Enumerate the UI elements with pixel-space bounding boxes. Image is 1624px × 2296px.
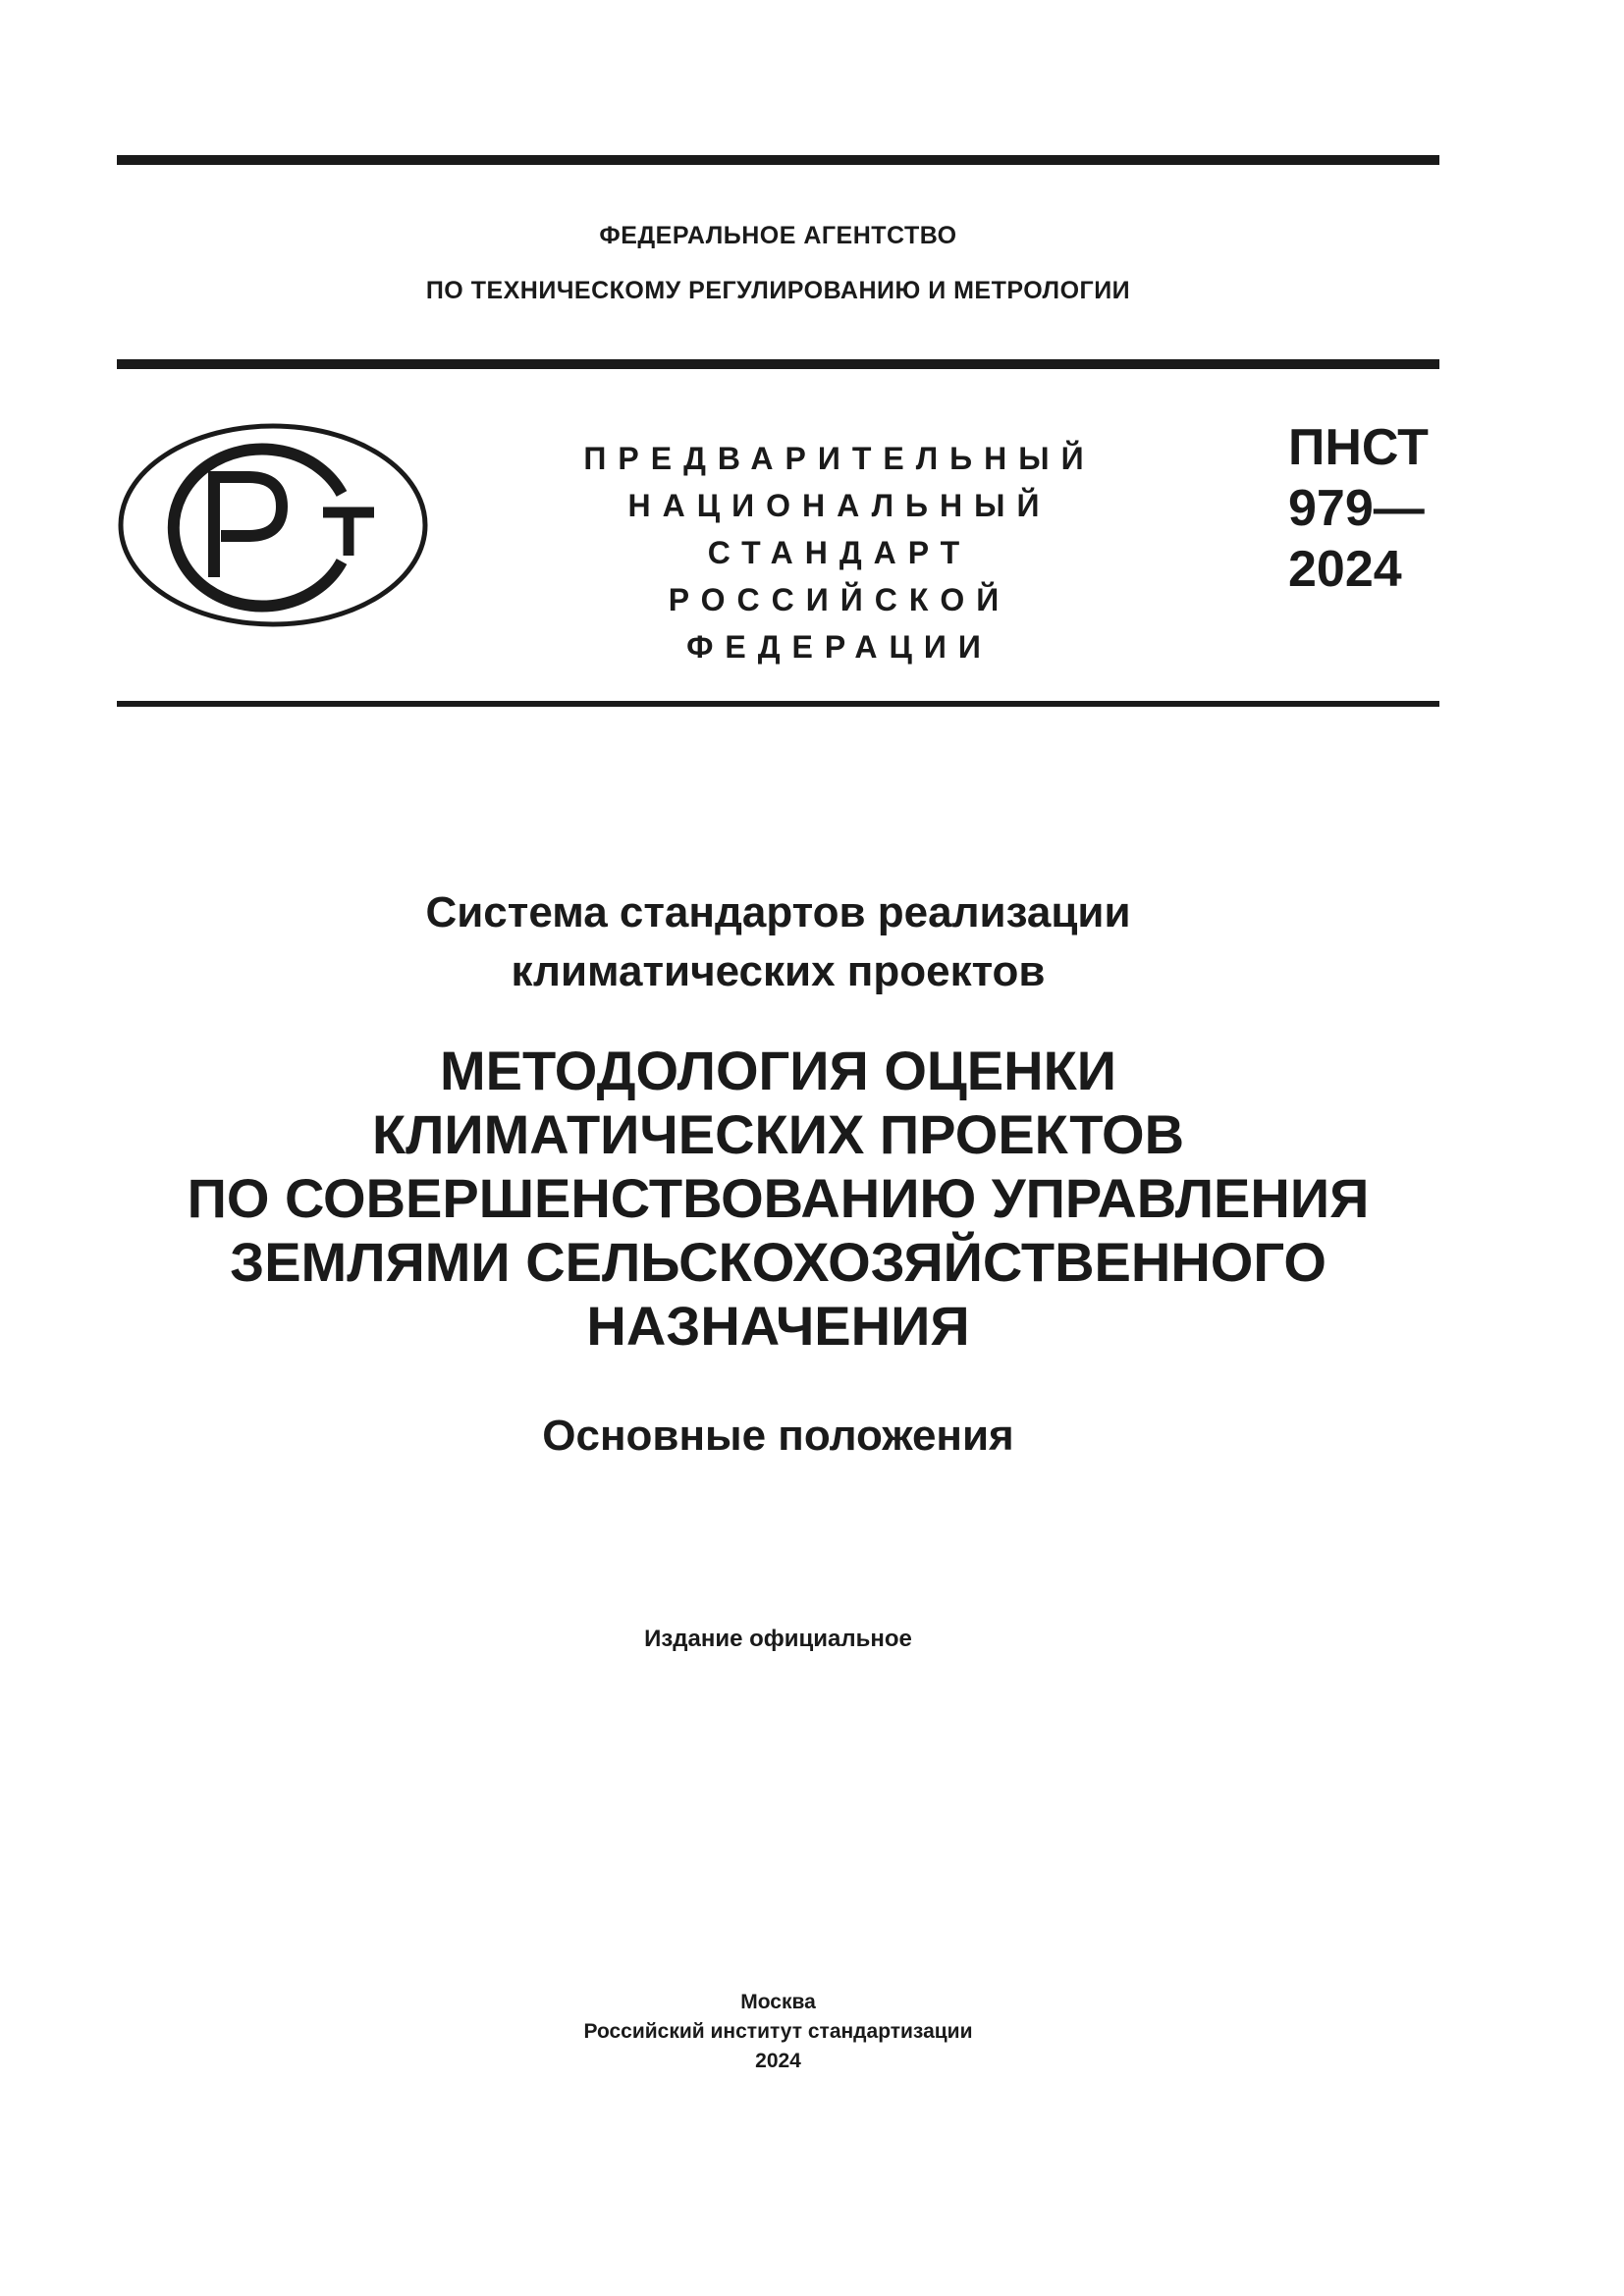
standard-type-line: РОССИЙСКОЙ	[668, 582, 1011, 617]
document-title-line: КЛИМАТИЧЕСКИХ ПРОЕКТОВ	[371, 1103, 1185, 1165]
document-title-line: ЗЕМЛЯМИ СЕЛЬСКОХОЗЯЙСТВЕННОГО	[230, 1231, 1326, 1293]
document-title-line: ПО СОВЕРШЕНСТВОВАНИЮ УПРАВЛЕНИЯ	[187, 1167, 1370, 1229]
standard-type-line: ПРЕДВАРИТЕЛЬНЫЙ	[583, 441, 1096, 476]
series-title-line: Система стандартов реализации	[425, 888, 1131, 936]
standard-number	[1288, 417, 1455, 600]
standard-prefix: ПНСТ	[1288, 419, 1429, 476]
lower-rule	[117, 701, 1439, 707]
standard-number-value: 979—	[1288, 480, 1425, 537]
standard-year: 2024	[1288, 541, 1402, 598]
imprint-publisher: Российский институт стандартизации	[583, 2020, 973, 2043]
series-title-line: климатических проектов	[511, 947, 1046, 995]
document-title-line: МЕТОДОЛОГИЯ ОЦЕНКИ	[439, 1040, 1117, 1101]
standard-type-line: СТАНДАРТ	[707, 535, 972, 570]
top-rule	[117, 155, 1439, 165]
imprint-year: 2024	[755, 2050, 801, 2072]
standard-type	[545, 435, 1134, 670]
imprint	[117, 1988, 1439, 2076]
gost-r-emblem-icon	[117, 422, 429, 628]
middle-rule	[117, 359, 1439, 369]
agency-name-line2: ПО ТЕХНИЧЕСКОМУ РЕГУЛИРОВАНИЮ И МЕТРОЛОГИИ	[425, 277, 1131, 304]
edition-note: Издание официальное	[644, 1626, 912, 1652]
series-title	[117, 883, 1439, 1001]
standard-type-line: НАЦИОНАЛЬНЫЙ	[627, 488, 1052, 523]
document-title	[117, 1039, 1439, 1358]
imprint-city: Москва	[740, 1991, 816, 2013]
document-title-line: НАЗНАЧЕНИЯ	[586, 1295, 970, 1357]
standard-type-line: ФЕДЕРАЦИИ	[686, 629, 993, 665]
agency-name-line1: ФЕДЕРАЛЬНОЕ АГЕНТСТВО	[599, 222, 957, 249]
document-subtitle: Основные положения	[542, 1412, 1014, 1460]
